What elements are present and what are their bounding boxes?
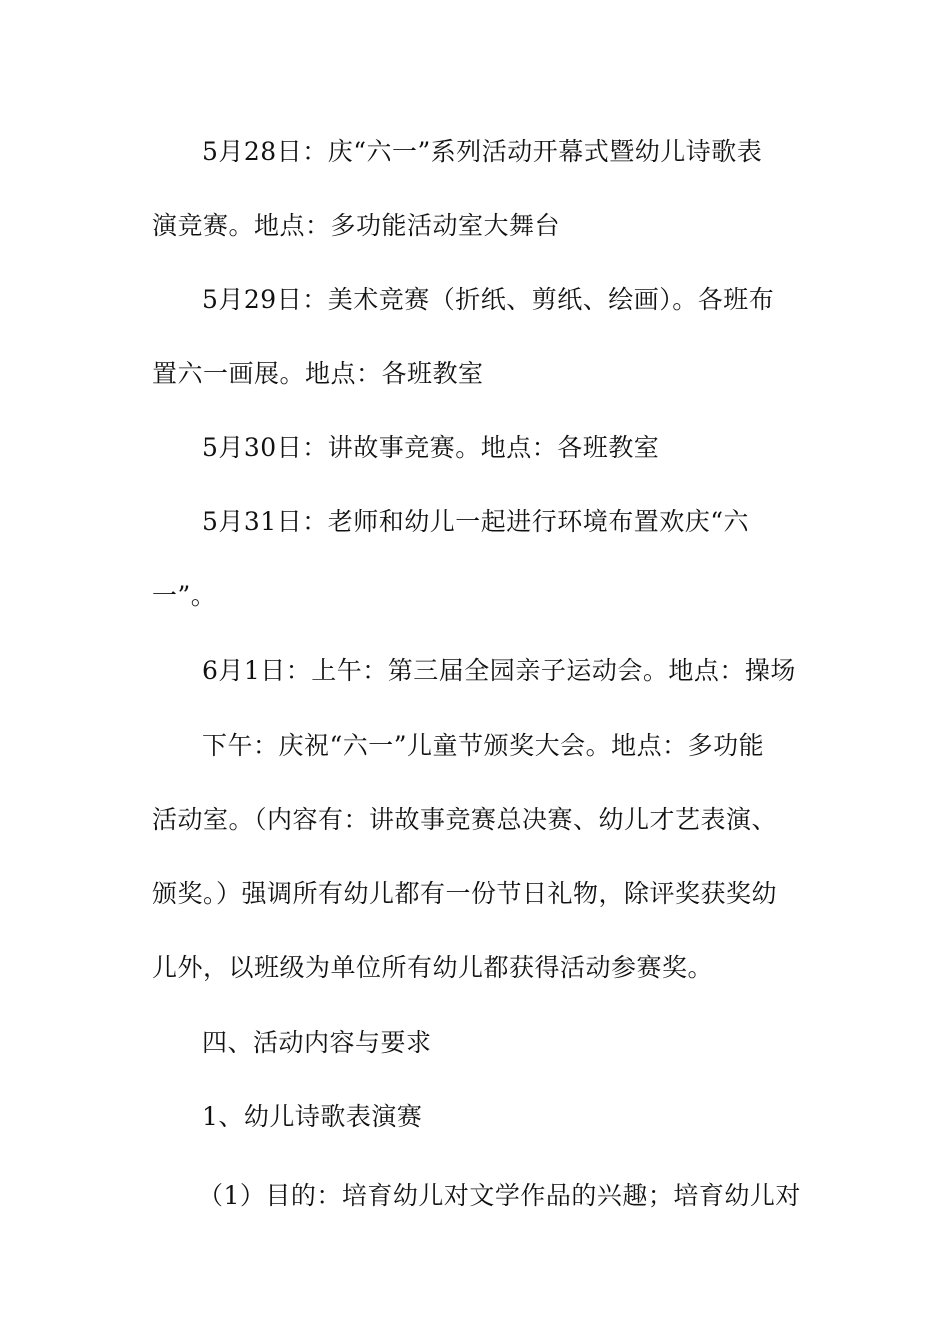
paragraph-may29-line1: 5月29日：美术竞赛（折纸、剪纸、绘画）。各班布 bbox=[202, 285, 775, 314]
paragraph-may31-line2: 一”。 bbox=[152, 581, 217, 610]
paragraph-june1-afternoon-line4: 儿外，以班级为单位所有幼儿都获得活动参赛奖。 bbox=[152, 953, 714, 982]
paragraph-may28-line2: 演竞赛。地点：多功能活动室大舞台 bbox=[152, 211, 561, 240]
paragraph-june1-afternoon-line1: 下午：庆祝“六一”儿童节颁奖大会。地点：多功能 bbox=[202, 731, 765, 760]
paragraph-june1-morning: 6月1日：上午：第三届全园亲子运动会。地点：操场 bbox=[202, 656, 796, 685]
subsection-heading-1: 1、幼儿诗歌表演赛 bbox=[202, 1102, 423, 1131]
paragraph-june1-afternoon-line2: 活动室。（内容有：讲故事竞赛总决赛、幼儿才艺表演、 bbox=[152, 805, 778, 834]
paragraph-june1-afternoon-line3: 颁奖。）强调所有幼儿都有一份节日礼物，除评奖获奖幼 bbox=[152, 879, 778, 908]
paragraph-purpose-line1: （1）目的：培育幼儿对文学作品的兴趣；培育幼儿对 bbox=[198, 1181, 801, 1210]
paragraph-may30: 5月30日：讲故事竞赛。地点：各班教室 bbox=[202, 433, 660, 462]
paragraph-may29-line2: 置六一画展。地点：各班教室 bbox=[152, 359, 484, 388]
paragraph-may28-line1: 5月28日：庆“六一”系列活动开幕式暨幼儿诗歌表 bbox=[202, 137, 763, 166]
paragraph-may31-line1: 5月31日：老师和幼儿一起进行环境布置欢庆“六 bbox=[202, 507, 749, 536]
section-heading-4: 四、活动内容与要求 bbox=[202, 1028, 432, 1057]
